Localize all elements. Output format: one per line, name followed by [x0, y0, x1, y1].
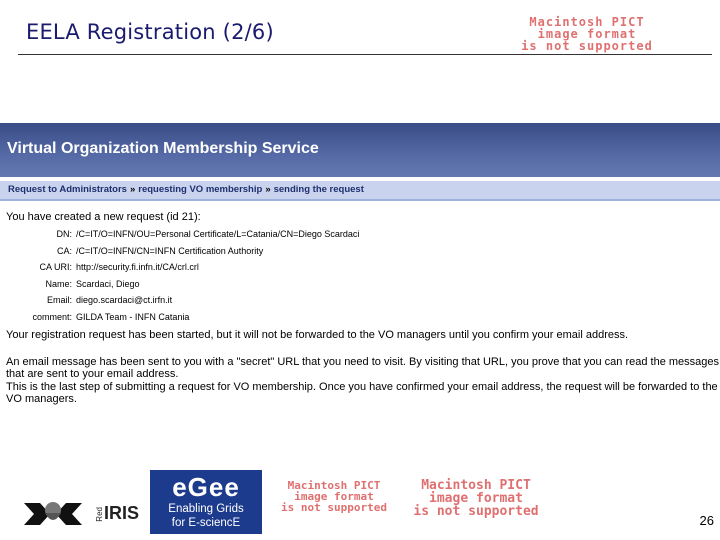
pict-line-1: Macintosh PICT	[287, 479, 381, 492]
field-value: /C=IT/O=INFN/OU=Personal Certificate/L=Catania/CN=Diego Scardaci	[76, 229, 360, 240]
pict-line-2: image format	[429, 491, 523, 506]
field-key: Email:	[46, 295, 72, 306]
field-email	[6, 292, 720, 309]
breadcrumb	[0, 181, 720, 201]
breadcrumb-item-sending-the-request: sending the request	[273, 184, 364, 195]
field-dn	[6, 226, 720, 243]
pict-line-3: is not supported	[281, 501, 387, 514]
status-line: Your registration request has been started, but it will not be forwarded to the VO managers until you confirm your email address.	[6, 329, 629, 341]
field-value: Scardaci, Diego	[76, 278, 140, 289]
breadcrumb-separator: »	[129, 184, 136, 195]
breadcrumb-item-request-to-administrators[interactable]: Request to Administrators	[8, 184, 127, 195]
egee-logo	[150, 470, 262, 534]
field-key: comment:	[32, 311, 72, 322]
last-step-note: This is the last step of submitting a request for VO membership. Once you have confirmed your email address, the request will be forwarded to the VO managers.	[6, 380, 718, 405]
field-value: diego.scardaci@ct.irfn.it	[76, 295, 173, 306]
voms-content	[0, 201, 720, 406]
field-comment	[6, 309, 720, 326]
breadcrumb-item-requesting-vo-membership[interactable]: requesting VO membership	[138, 184, 263, 195]
field-value: /C=IT/O=INFN/CN=INFN Certification Authority	[76, 245, 264, 256]
pict-line-1: Macintosh PICT	[421, 478, 531, 493]
pict-line-2: image format	[294, 490, 374, 503]
field-key: CA:	[56, 245, 72, 256]
field-value: GILDA Team - INFN Catania	[76, 311, 190, 322]
slide-title: EELA Registration (2/6)	[26, 20, 274, 44]
rediris-logo	[95, 503, 139, 524]
egee-brand: eGee	[172, 472, 240, 502]
pict-line-3: is not supported	[413, 504, 539, 519]
voms-header	[0, 123, 720, 177]
field-value: http://security.fi.infn.it/CA/crl.crl	[76, 262, 199, 273]
rediris-red-text: Red	[95, 506, 104, 522]
pict-placeholder-bottom-right	[394, 479, 558, 518]
voms-header-title: Virtual Organization Membership Service	[7, 140, 319, 157]
request-intro: You have created a new request (id 21):	[6, 211, 201, 223]
egee-tagline-1: Enabling Grids	[168, 503, 244, 515]
email-note: An email message has been sent to you with a "secret" URL that you need to visit. By visiting that URL, you prove that you can read the messages that are sent to your email address.	[6, 355, 720, 380]
voms-screenshot	[0, 123, 720, 423]
title-divider	[18, 54, 712, 55]
redclara-logo	[22, 497, 84, 531]
field-key: Name:	[45, 278, 72, 289]
rediris-iris-text: IRIS	[104, 503, 140, 523]
field-name	[6, 276, 720, 293]
pict-line-2: image format	[537, 27, 637, 41]
pict-line-3: is not supported	[521, 39, 653, 53]
page-number: 26	[699, 513, 714, 528]
field-ca-uri	[6, 259, 720, 276]
pict-placeholder-bottom-left	[268, 480, 400, 513]
egee-tagline-2: for E-sciencE	[171, 517, 241, 529]
breadcrumb-separator: »	[265, 184, 271, 195]
field-key: DN:	[56, 229, 72, 240]
pict-line-1: Macintosh PICT	[529, 15, 645, 29]
request-fields	[6, 226, 720, 325]
pict-placeholder-top	[480, 16, 694, 52]
field-ca	[6, 243, 720, 260]
field-key: CA URI:	[39, 262, 72, 273]
